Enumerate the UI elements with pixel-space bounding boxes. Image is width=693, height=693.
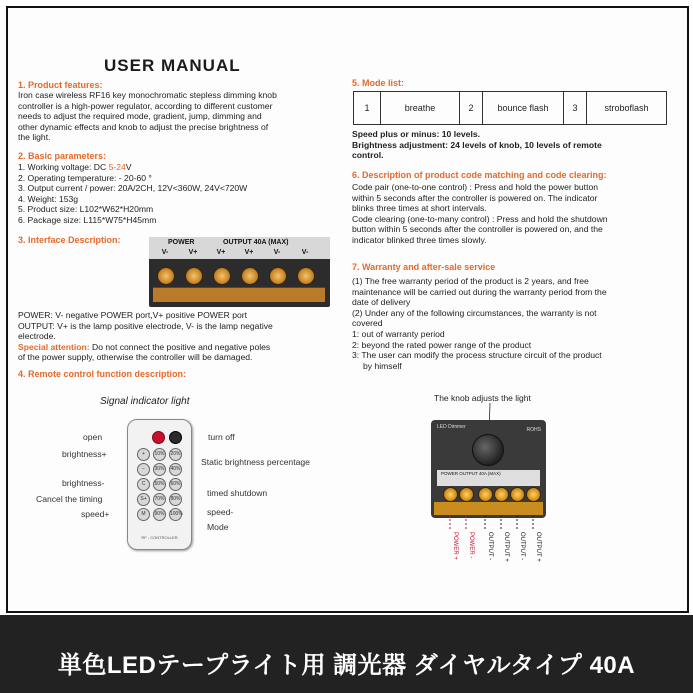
terminal-label: V- xyxy=(161,249,169,256)
s7-line: date of delivery xyxy=(352,297,411,308)
terminal-label: V+ xyxy=(244,249,254,256)
mode-number: 1 xyxy=(354,92,381,125)
section-3-body xyxy=(18,310,336,363)
section-7-heading: 7. Warranty and after-sale service xyxy=(352,262,496,272)
panel-power-label: POWER xyxy=(168,239,195,246)
brightness-levels-2: control. xyxy=(352,150,384,161)
s6-line: within 5 seconds after the controller is powered on. The indicator xyxy=(352,192,598,203)
attention-text: Do not connect the positive and negative poles xyxy=(89,341,271,352)
voltage-value: 5-24 xyxy=(108,162,126,172)
signal-indicator-title: Signal indicator light xyxy=(100,396,190,407)
attention-line xyxy=(18,342,336,353)
preset-button: 20% xyxy=(169,448,182,461)
preset-button: 40% xyxy=(169,463,182,476)
screw-terminal-icon xyxy=(478,487,493,502)
wire-lines xyxy=(440,515,550,533)
screw-terminal-icon xyxy=(157,267,175,285)
preset-button: 70% xyxy=(153,493,166,506)
s7-line: maintenance will be carried out during the warranty period from the xyxy=(352,286,607,297)
s1-line: Iron case wireless RF16 key monochromatic stepless dimming knob xyxy=(18,90,277,100)
mode-number: 2 xyxy=(460,92,483,125)
mode-name: stroboflash xyxy=(587,92,667,125)
wire-label: OUTPUT + xyxy=(535,532,541,562)
s7-line: 1: out of warranty period xyxy=(352,328,445,339)
preset-button: 10% xyxy=(153,448,166,461)
attention-line-2: of the power supply, otherwise the controller will be damaged. xyxy=(18,352,253,363)
preset-button: 50% xyxy=(153,478,166,491)
remote-label-static-brightness: Static brightness percentage xyxy=(201,457,310,467)
remote-label-turn-off: turn off xyxy=(208,432,235,442)
product-title-banner xyxy=(0,615,693,693)
screw-terminal-icon xyxy=(443,487,458,502)
section-7-body xyxy=(352,276,670,371)
remote-control xyxy=(127,419,192,550)
s1-line: other dynamic effects and knob to adjust the precise brightness of xyxy=(18,121,269,132)
screw-terminal-icon xyxy=(510,487,525,502)
remote-label-brightness-up: brightness+ xyxy=(62,449,107,459)
preset-button: 90% xyxy=(153,508,166,521)
screw-terminal-icon xyxy=(241,267,259,285)
param-voltage xyxy=(18,162,336,173)
manual-title: USER MANUAL xyxy=(104,56,241,75)
wire-label: OUTPUT - xyxy=(487,532,493,561)
screw-terminal-icon xyxy=(269,267,287,285)
s7-line: (1) The free warranty period of the product is 2 years, and free xyxy=(352,276,589,286)
s6-line: Code pair (one-to-one control) : Press and hold the power button xyxy=(352,182,599,192)
remote-label-cancel-timing: Cancel the timing xyxy=(36,494,103,504)
s3-line: OUTPUT: V+ is the lamp positive electrode, V- is the lamp negative xyxy=(18,320,273,331)
remote-label-open: open xyxy=(83,432,103,442)
terminal-label: V+ xyxy=(216,249,226,256)
voltage-unit: V xyxy=(125,162,132,172)
s6-line: Code clearing (one-to-many control) : Press and hold the shutdown xyxy=(352,213,608,224)
remote-label-brightness-down: brightness- xyxy=(62,478,105,488)
preset-button: 60% xyxy=(169,478,182,491)
param-line: 3. Output current / power: 20A/2CH, 12V<360W, 24V<720W xyxy=(18,183,248,194)
s3-line: POWER: V- negative POWER port,V+ positive POWER port xyxy=(18,310,248,320)
s3-line: electrode. xyxy=(18,331,56,342)
s1-line: the light. xyxy=(18,132,51,143)
mode-number: 3 xyxy=(564,92,587,125)
remote-label-speed-down: speed- xyxy=(207,507,234,517)
power-on-button xyxy=(152,431,165,444)
remote-label-speed-up: speed+ xyxy=(81,509,110,519)
s7-line: covered xyxy=(352,318,383,329)
terminal-labels xyxy=(153,249,329,259)
power-off-button xyxy=(169,431,182,444)
preset-button: 80% xyxy=(169,493,182,506)
controller-terminal-panel xyxy=(149,237,330,307)
led-dimmer-device xyxy=(431,420,546,518)
preset-button: 30% xyxy=(153,463,166,476)
screw-terminal-icon xyxy=(526,487,541,502)
s1-line: needs to adjust the required mode, gradient, jump, dimming and xyxy=(18,111,262,122)
brightness-up-button: + xyxy=(137,448,150,461)
param-line: 5. Product size: L102*W62*H20mm xyxy=(18,204,154,215)
section-6-heading: 6. Description of product code matching and code clearing: xyxy=(352,170,607,180)
speed-levels: Speed plus or minus: 10 levels. xyxy=(352,129,480,139)
dimmer-strip-text: POWER OUTPUT 40A (MAX) xyxy=(441,471,501,476)
section-2-heading: 2. Basic parameters: xyxy=(18,151,107,161)
terminal-label: V- xyxy=(273,249,281,256)
mode-name: breathe xyxy=(381,92,460,125)
wire-label: OUTPUT + xyxy=(503,532,509,562)
preset-button: 100% xyxy=(169,508,182,521)
rohs-mark: ROHS xyxy=(526,427,541,433)
screw-terminal-icon xyxy=(459,487,474,502)
remote-label-timed-shutdown: timed shutdown xyxy=(207,488,268,498)
s6-line: blinks three times at short intervals. xyxy=(352,203,487,214)
speed-up-button: S+ xyxy=(137,493,150,506)
param-line: 2. Operating temperature: - 20-60 ° xyxy=(18,172,152,183)
wire-label: POWER - xyxy=(468,532,474,559)
section-4-heading: 4. Remote control function description: xyxy=(18,369,187,379)
section-1-heading: 1. Product features: xyxy=(18,80,103,90)
mode-button: M xyxy=(137,508,150,521)
screw-terminal-icon xyxy=(494,487,509,502)
wire-label: POWER + xyxy=(452,532,458,560)
screw-terminal-icon xyxy=(213,267,231,285)
s7-line: (2) Under any of the following circumstances, the warranty is not xyxy=(352,307,597,318)
dimmer-caption: The knob adjusts the light xyxy=(434,393,531,403)
section-5-heading: 5. Mode list: xyxy=(352,78,405,88)
s6-line: indicator blinked three times slowly. xyxy=(352,234,487,245)
mode-name: bounce flash xyxy=(483,92,564,125)
s7-line: by himself xyxy=(363,360,402,371)
dimmer-label: LED Dimmer xyxy=(437,424,466,430)
mode-row xyxy=(354,92,667,125)
param-line: 4. Weight: 153g xyxy=(18,193,79,204)
param-line: 6. Package size: L115*W75*H45mm xyxy=(18,214,157,225)
section-2-body xyxy=(18,162,336,226)
section-5-body xyxy=(352,129,670,161)
terminal-label: V+ xyxy=(188,249,198,256)
brightness-levels: Brightness adjustment: 24 levels of knob, 10 levels of remote xyxy=(352,139,602,150)
product-title: 単色LEDテープライト用 調光器 ダイヤルタイプ 40A xyxy=(57,652,636,679)
section-1-body xyxy=(18,90,336,143)
s7-line: 3: The user can modify the process structure circuit of the product xyxy=(352,350,602,361)
dimmer-terminal-base xyxy=(434,502,543,515)
screw-terminal-icon xyxy=(185,267,203,285)
cancel-timing-button: C xyxy=(137,478,150,491)
remote-label-mode: Mode xyxy=(207,522,229,532)
dimmer-knob-icon xyxy=(472,434,504,466)
s1-line: controller is a high-power regulator, according to different customer xyxy=(18,100,273,111)
remote-brand: RF - CONTROLLER xyxy=(141,535,178,540)
voltage-label: 1. Working voltage: DC xyxy=(18,162,109,172)
s6-line: button within 5 seconds after the controller is powered on, and the xyxy=(352,224,603,235)
s7-line: 2: beyond the rated power range of the product xyxy=(352,339,532,350)
panel-output-label: OUTPUT 40A (MAX) xyxy=(223,239,289,246)
screw-terminal-icon xyxy=(297,267,315,285)
section-3-heading: 3. Interface Description: xyxy=(18,235,121,245)
terminal-label: V- xyxy=(301,249,309,256)
section-6-body xyxy=(352,182,670,246)
wire-label: OUTPUT - xyxy=(519,532,525,561)
brightness-down-button: − xyxy=(137,463,150,476)
attention-label: Special attention: xyxy=(18,341,90,352)
terminal-base xyxy=(153,287,325,302)
mode-list-table xyxy=(353,91,667,125)
